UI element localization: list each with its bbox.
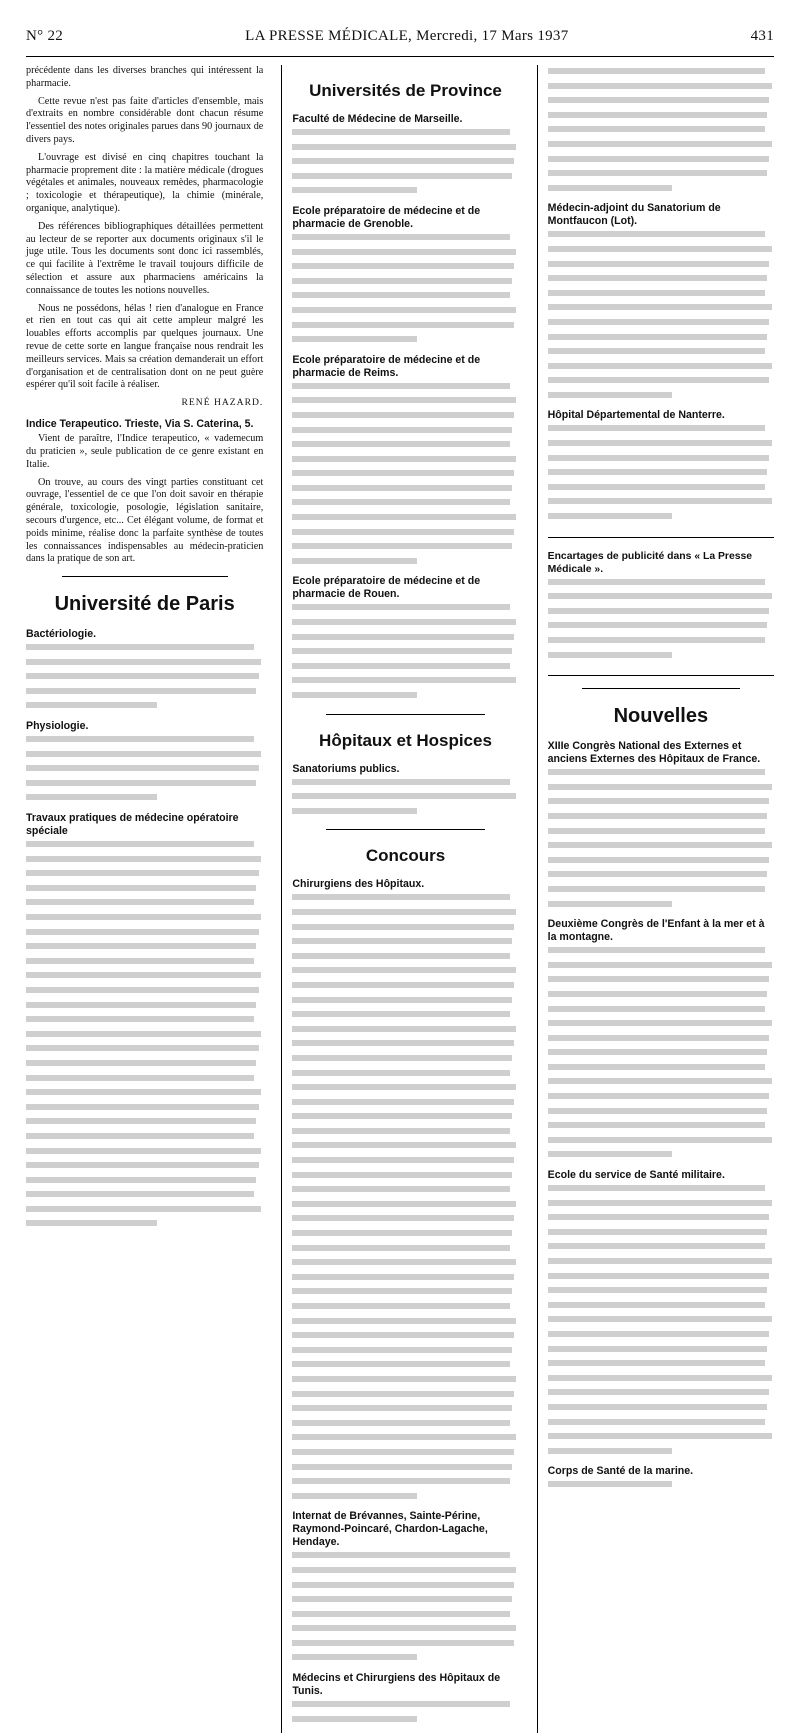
article-lead: Sanatoriums publics. [292,762,400,775]
text-line [292,1361,518,1373]
text-line [26,780,263,792]
text-line [26,1045,263,1057]
article-text [548,425,774,524]
article-text [292,129,518,199]
text-line [26,794,263,806]
text-line [292,1376,518,1388]
text-line [292,1391,518,1403]
journal-title: LA PRESSE MÉDICALE, Mercredi, 17 Mars 1937 [245,28,569,44]
text-line [26,644,263,656]
article-text [548,947,774,1163]
text-line [292,982,518,994]
article-item [292,113,518,199]
columns [26,65,774,1698]
text-line [26,702,263,714]
text-line [548,1375,774,1387]
divider [326,714,484,715]
text-line [548,1346,774,1358]
text-line [548,1481,774,1493]
article-item [26,720,263,806]
text-line [26,1206,263,1218]
text-line [292,427,518,439]
article-text [548,1481,774,1493]
section-title-hopitaux: Hôpitaux et Hospices [319,730,492,750]
text-line [26,751,263,763]
text-line [292,1716,518,1728]
text-line [292,1567,518,1579]
text-line [292,1303,518,1315]
article-lead: Ecole du service de Santé militaire. [547,1169,725,1182]
text-line [292,1259,518,1271]
text-line [292,967,518,979]
paragraph: Vient de paraître, l'Indice terapeutico, « vademecum du praticien », seule publication de ce genre existant en Italie. [26,433,264,470]
text-line [26,1177,263,1189]
text-line [26,1118,263,1130]
text-line [548,469,774,481]
text-line [292,1478,518,1490]
text-line [548,1404,774,1416]
text-line [548,348,774,360]
text-line [26,673,263,685]
col3-top-items [548,68,774,525]
text-line [292,1084,518,1096]
text-line [548,1229,774,1241]
text-line [548,1137,774,1149]
text-line [292,1625,518,1637]
text-line [292,997,518,1009]
text-line [548,1108,774,1120]
text-line [292,953,518,965]
text-line [548,440,774,452]
article-lead: XIIIe Congrès National des Externes et anciens Externes des Hôpitaux de France. [547,740,761,766]
article-lead: Corps de Santé de la marine. [547,1465,694,1478]
article-item [292,205,518,348]
paragraph: Cette revue n'est pas faite d'articles d'ensemble, mais d'extraits en nombre considérable dont chacun résume l'essentiel des notes originales parues dans 90 journaux de divers pays. [26,95,264,145]
text-line [26,972,263,984]
text-line [548,1078,774,1090]
text-line [548,290,774,302]
text-line [292,187,518,199]
text-line [548,901,774,913]
article-text [26,644,263,714]
text-line [292,499,518,511]
text-line [548,579,774,591]
text-line [292,543,518,555]
text-line [292,383,518,395]
article-lead: Hôpital Départemental de Nanterre. [547,409,725,422]
author-signature: RENÉ HAZARD. [181,397,264,409]
divider [582,688,740,689]
text-line [292,397,518,409]
text-line [26,1148,263,1160]
text-line [26,688,263,700]
paragraph: On trouve, au cours des vingt parties constituant cet ouvrage, l'essentiel de ce que l'on doit savoir en thérapie générale, toxicologie, posologie, législation sanitaire, secours d'urgence, etc... Cet élégant volume, de format et poids minime, réalise donc la parfaite synthèse de toutes les connaissances indispensables au médecin-praticien dans la pratique de son art. [26,476,264,565]
paragraph: précédente dans les diverses branches qui intéressent la pharmacie. [26,65,264,89]
text-line [292,1434,518,1446]
text-line [548,622,774,634]
article-lead: Travaux pratiques de médecine opératoire spéciale [26,812,239,838]
text-line [292,663,518,675]
article-lead: Ecole préparatoire de médecine et de pharmacie de Reims. [292,353,481,379]
text-line [26,1060,263,1072]
text-line [548,304,774,316]
text-line [292,1464,518,1476]
text-line [26,1133,263,1145]
text-line [548,652,774,664]
article-item [548,740,774,912]
text-line [548,1020,774,1032]
paragraph: Des références bibliographiques détaillées permettent au lecteur de se reporter aux documents originaux s'il le juge utile. Tous les documents sont donc ici rassemblés, ce qui facilite à l'extrême le travail toujours difficile de sélection et assure aux pharmaciens américains la connaissance de toutes les notions nouvelles. [26,220,264,296]
article-text [548,231,774,403]
encart-box [548,537,774,677]
text-line [548,1243,774,1255]
article-lead: Bactériologie. [26,628,97,641]
text-line [292,307,518,319]
article-item [548,918,774,1163]
text-line [292,1288,518,1300]
text-line [292,924,518,936]
text-line [548,886,774,898]
text-line [548,275,774,287]
text-line [548,784,774,796]
text-line [548,857,774,869]
text-line [292,1040,518,1052]
article-item [292,763,518,820]
text-line [292,485,518,497]
text-line [292,1172,518,1184]
divider [326,829,484,830]
text-line [548,1419,774,1431]
paragraph: Nous ne possédons, hélas ! rien d'analogue en France et rien en tout cas qui ait cette ampleur malgré les louables efforts accomplis par quelques journaux. Une revue de cette sorte en langue française nous rendrait les meilleurs services. Mais sa création demanderait un effort d'organisation et de centralisation dont on ne peut guère espérer qu'il soit facile à réaliser. [26,302,264,391]
text-line [292,558,518,570]
text-line [548,871,774,883]
paragraph: L'ouvrage est divisé en cinq chapitres touchant la pharmacie proprement dite : la matière médicale (drogues végétales et animales, nouveaux remèdes, pharmacologie ; toxicologie et thérapeutique), la chimie (minérale, organique, analytique). [26,151,264,214]
section-title-concours: Concours [365,846,446,866]
text-line [292,441,518,453]
masthead [26,28,774,52]
text-line [292,263,518,275]
page-number: 431 [750,28,774,44]
text-line [548,1006,774,1018]
text-line [292,1113,518,1125]
text-line [548,1258,774,1270]
text-line [548,261,774,273]
text-line [292,1099,518,1111]
text-line [548,334,774,346]
encart-text [548,579,774,664]
text-line [292,336,518,348]
text-line [292,1701,518,1713]
article-item [292,878,518,1504]
text-line [548,1448,774,1460]
section-title-nouvelles: Nouvelles [613,705,709,728]
text-line [292,1230,518,1242]
article-lead: Médecin-adjoint du Sanatorium de Montfaucon (Lot). [547,202,721,228]
text-line [292,1274,518,1286]
article-text [292,604,518,703]
text-line [26,870,263,882]
text-line [292,1405,518,1417]
text-line [548,1185,774,1197]
col3-bottom-items [548,740,774,1493]
text-line [548,97,774,109]
article-lead: Chirurgiens des Hôpitaux. [292,878,425,891]
article-text [292,1701,518,1727]
text-line [292,234,518,246]
text-line [548,608,774,620]
article-text [292,779,518,820]
text-line [548,484,774,496]
text-line [292,412,518,424]
article-text [548,769,774,912]
concours-items [292,878,518,1727]
text-line [26,765,263,777]
text-line [26,1104,263,1116]
text-line [292,1654,518,1666]
text-line [292,808,518,820]
text-line [548,1214,774,1226]
hopitaux-items [292,763,518,820]
text-line [292,1070,518,1082]
text-line [548,319,774,331]
text-line [548,1273,774,1285]
text-line [292,1420,518,1432]
text-line [292,1596,518,1608]
column-left [26,65,263,1733]
text-line [292,634,518,646]
text-line [548,392,774,404]
text-line [548,185,774,197]
text-line [26,899,263,911]
text-line [548,68,774,80]
text-line [292,648,518,660]
text-line [548,1151,774,1163]
text-line [548,593,774,605]
text-line [292,456,518,468]
text-line [292,129,518,141]
text-line [26,958,263,970]
article-text [548,1185,774,1459]
text-line [292,322,518,334]
text-line [548,1200,774,1212]
text-line [548,1389,774,1401]
column-right [537,65,774,1733]
text-line [292,1011,518,1023]
text-line [292,1055,518,1067]
article-item [26,628,263,714]
text-line [292,1611,518,1623]
text-line [26,1191,263,1203]
text-line [292,692,518,704]
text-line [292,1186,518,1198]
text-line [548,976,774,988]
text-line [548,498,774,510]
section-title-universite-paris: Université de Paris [54,593,235,616]
article-item [292,354,518,570]
article-text [292,894,518,1504]
text-line [292,470,518,482]
text-line [548,1049,774,1061]
text-line [26,929,263,941]
text-line [548,1035,774,1047]
text-line [548,1316,774,1328]
text-line [26,659,263,671]
text-line [26,1031,263,1043]
text-line [548,1093,774,1105]
text-line [548,246,774,258]
article-item [548,68,774,196]
article-lead: Ecole préparatoire de médecine et de pharmacie de Rouen. [292,575,481,601]
text-line [548,828,774,840]
text-line [292,1026,518,1038]
article-lead: Faculté de Médecine de Marseille. [292,113,463,125]
text-line [292,144,518,156]
text-line [26,943,263,955]
text-line [26,885,263,897]
text-line [292,173,518,185]
text-line [548,813,774,825]
text-line [548,513,774,525]
text-line [292,604,518,616]
col2-items [292,113,518,704]
text-line [548,231,774,243]
text-line [292,1215,518,1227]
text-line [292,158,518,170]
article-item [548,1169,774,1459]
text-line [548,991,774,1003]
text-line [548,1122,774,1134]
text-line [548,377,774,389]
text-line [292,1493,518,1505]
text-line [292,1128,518,1140]
text-line [548,112,774,124]
text-line [26,1220,263,1232]
text-line [292,1552,518,1564]
text-line [548,637,774,649]
text-line [26,856,263,868]
text-line [292,1449,518,1461]
text-line [548,798,774,810]
article-text [292,1552,518,1666]
text-line [548,126,774,138]
text-line [26,1089,263,1101]
text-line [292,1201,518,1213]
text-line [292,249,518,261]
section-title-universites-province: Universités de Province [309,81,502,100]
text-line [292,278,518,290]
text-line [26,1016,263,1028]
text-line [26,736,263,748]
article-lead: Deuxième Congrès de l'Enfant à la mer et à la montagne. [547,918,765,944]
text-line [26,1002,263,1014]
text-line [292,529,518,541]
text-line [292,677,518,689]
text-line [548,842,774,854]
text-line [292,894,518,906]
header-rule [26,56,774,57]
article-lead: Médecins et Chirurgiens des Hôpitaux de Tunis. [292,1672,501,1698]
text-line [26,914,263,926]
text-line [548,1331,774,1343]
column-middle [281,65,518,1733]
article-item [548,409,774,524]
text-line [548,1064,774,1076]
article-lead: Ecole préparatoire de médecine et de pharmacie de Grenoble. [292,204,481,230]
encart-title: Encartages de publicité dans « La Presse Médicale ». [547,550,753,575]
text-line [26,987,263,999]
text-line [292,292,518,304]
text-line [292,1332,518,1344]
text-line [548,1287,774,1299]
indice-title: Indice Terapeutico. Trieste, Via S. Caterina, 5. [26,418,254,431]
article-item [292,575,518,703]
text-line [292,779,518,791]
text-line [548,141,774,153]
article-text [292,383,518,570]
article-item [548,1465,774,1493]
text-line [26,1162,263,1174]
text-line [26,841,263,853]
text-line [548,1302,774,1314]
text-line [548,1433,774,1445]
article-text [292,234,518,348]
text-line [548,170,774,182]
text-line [548,947,774,959]
article-item [292,1672,518,1727]
text-line [26,1075,263,1087]
col1-items [26,628,263,1232]
article-text [26,736,263,806]
article-item [26,812,263,1232]
text-line [548,962,774,974]
text-line [548,363,774,375]
text-line [292,1245,518,1257]
text-line [292,1582,518,1594]
text-line [292,909,518,921]
article-item [292,1510,518,1666]
text-line [292,1142,518,1154]
article-lead: Physiologie. [26,720,89,733]
text-line [292,1157,518,1169]
text-line [292,938,518,950]
article-text [548,68,774,196]
divider [62,576,228,577]
text-line [292,514,518,526]
text-line [548,455,774,467]
text-line [292,1318,518,1330]
text-line [548,83,774,95]
text-line [292,1640,518,1652]
text-line [292,793,518,805]
text-line [548,1360,774,1372]
text-line [292,1347,518,1359]
text-line [548,425,774,437]
article-text [26,841,263,1232]
text-line [548,769,774,781]
text-line [548,156,774,168]
article-lead: Internat de Brévannes, Sainte-Périne, Raymond-Poincaré, Chardon-Lagache, Hendaye. [292,1510,488,1549]
issue-number: N° 22 [26,28,64,44]
article-item [548,202,774,403]
intro-text [26,65,263,392]
text-line [292,619,518,631]
